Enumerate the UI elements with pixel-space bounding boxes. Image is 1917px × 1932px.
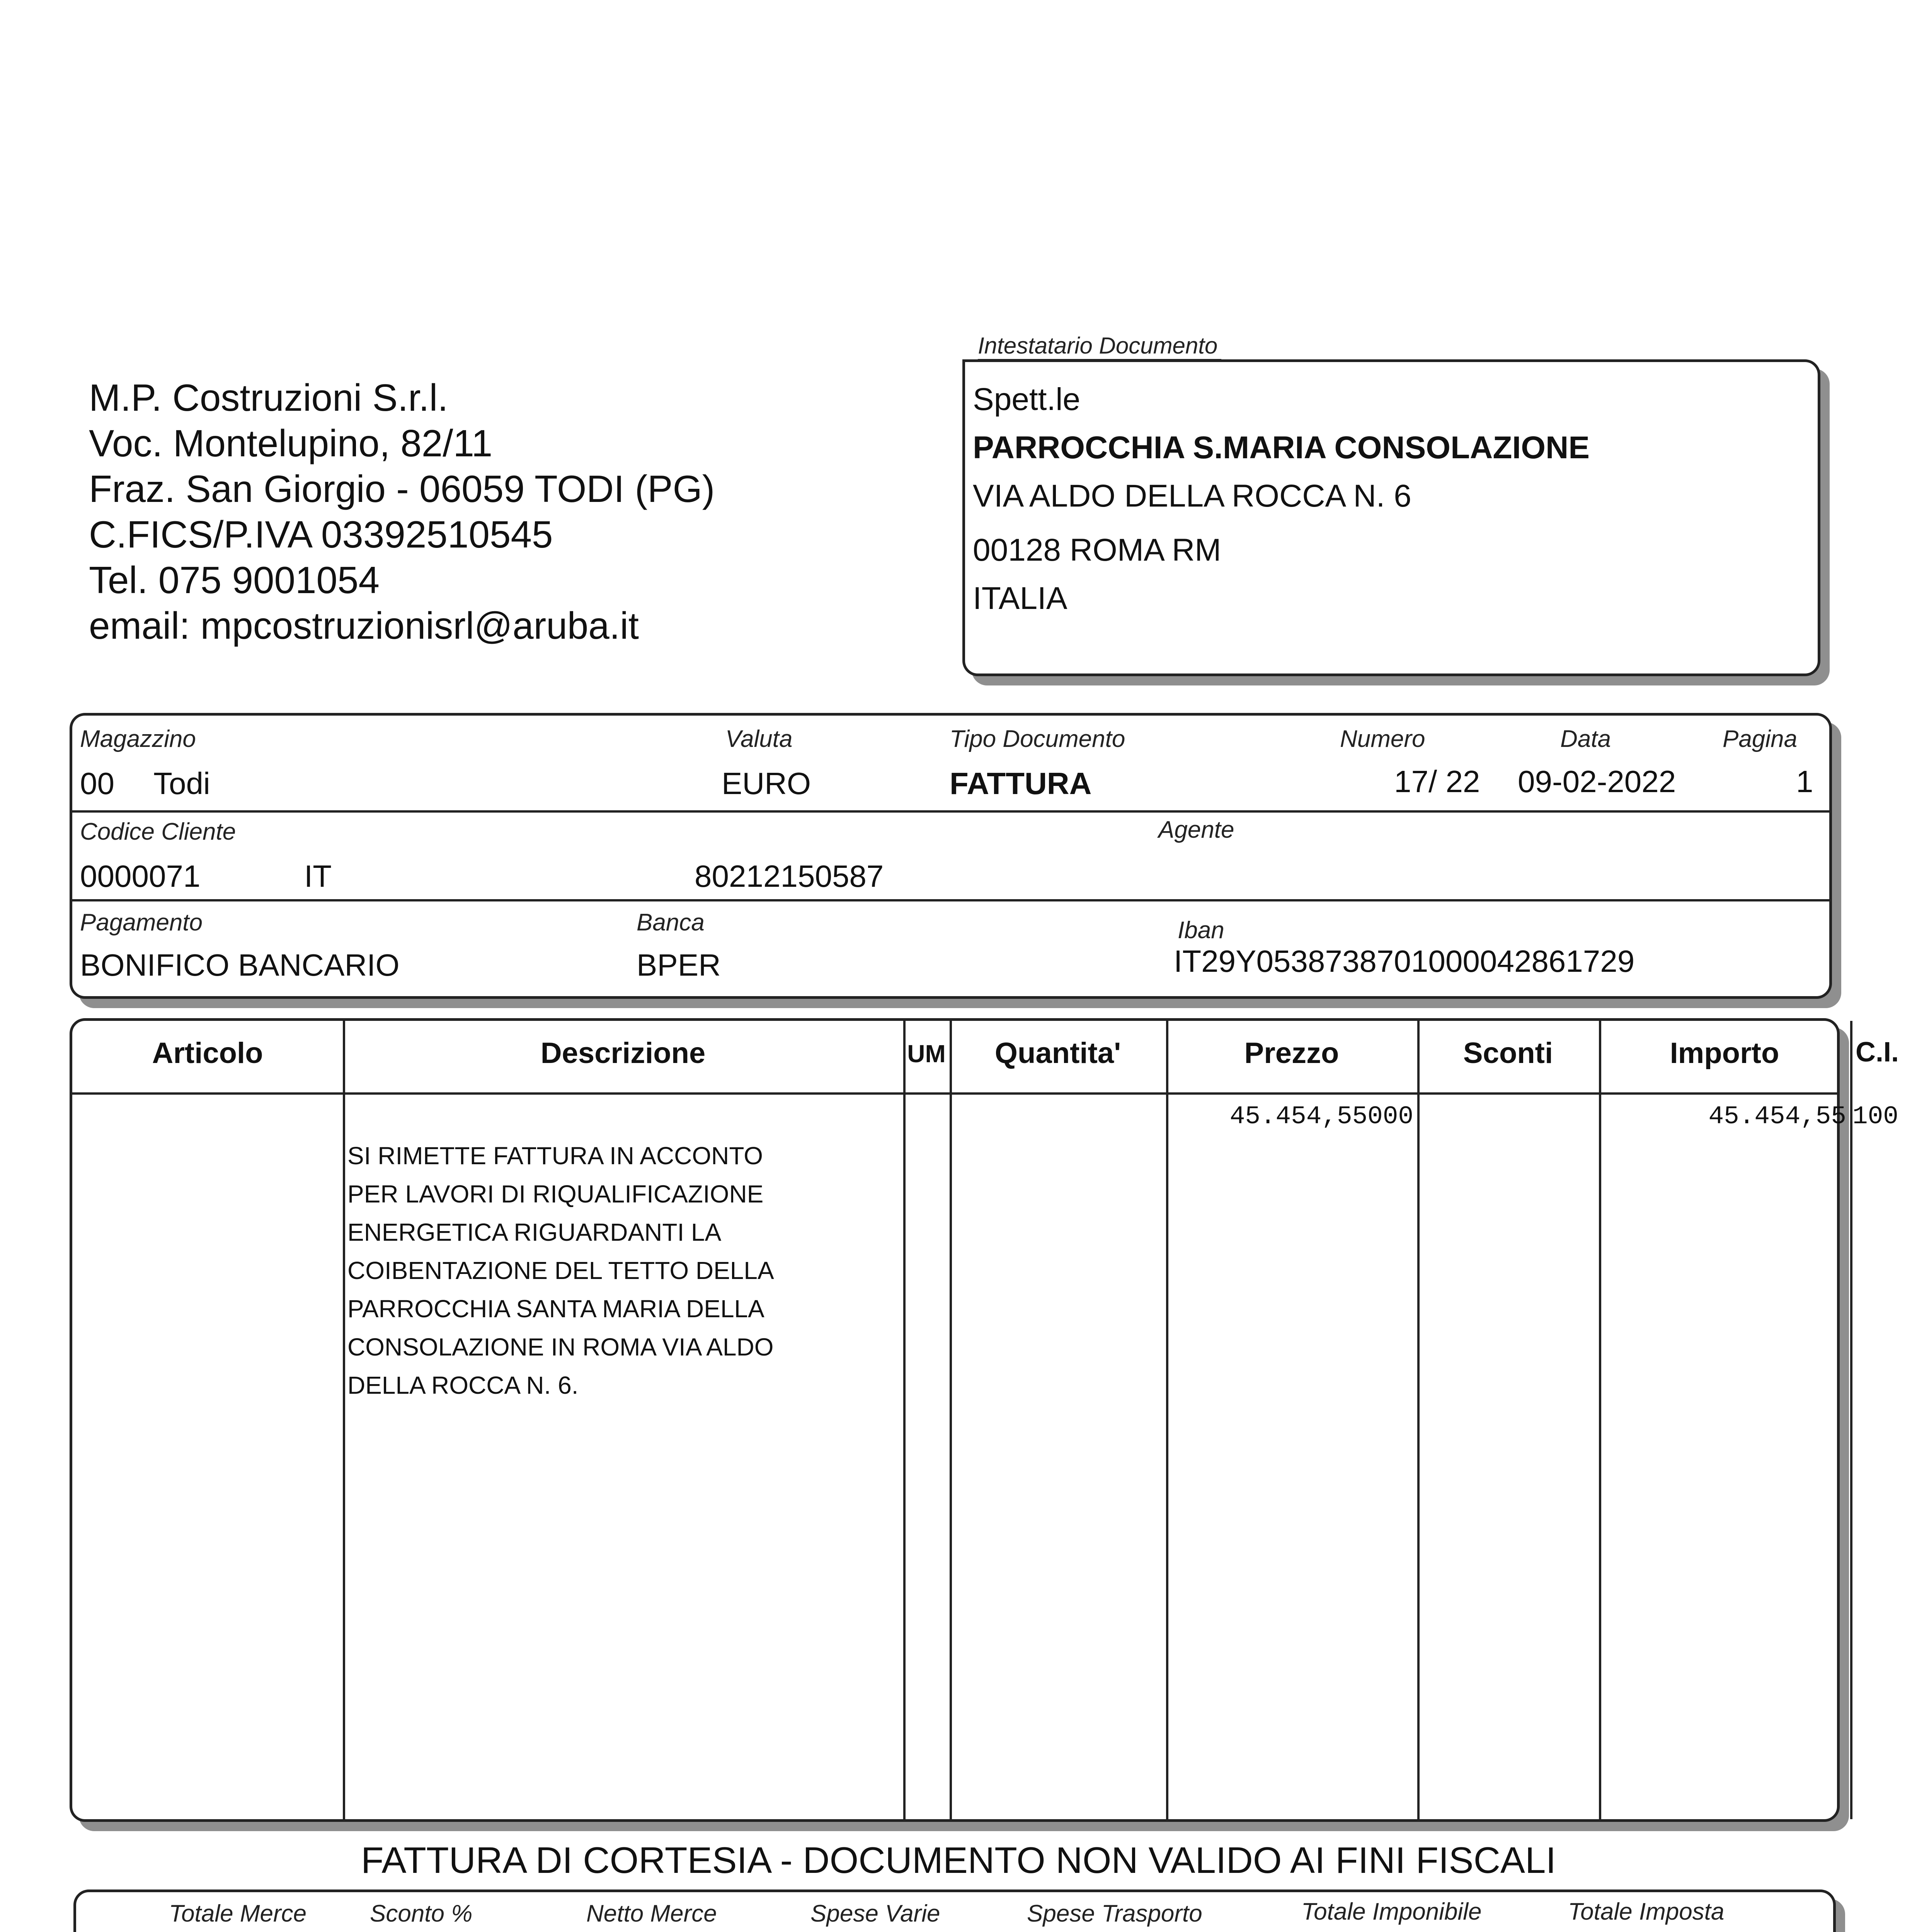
label-agente: Agente: [1158, 816, 1234, 843]
header-quantita: Quantita': [994, 1037, 1121, 1070]
descrizione-line: COIBENTAZIONE DEL TETTO DELLA: [347, 1257, 774, 1284]
row-descrizione: [347, 1137, 774, 1405]
banca-value: BPER: [637, 948, 721, 982]
header-articolo: Articolo: [152, 1037, 263, 1070]
label-data: Data: [1560, 726, 1611, 752]
label-sconto: Sconto %: [370, 1900, 473, 1927]
magazzino-name: Todi: [153, 766, 210, 801]
label-totale-imposta: Totale Imposta: [1568, 1898, 1725, 1925]
pagina-value: 1: [1796, 764, 1813, 799]
numero-value: 17/ 22: [1394, 764, 1480, 799]
sender-email: email: mpcostruzionisrl@aruba.it: [89, 604, 639, 647]
descrizione-line: SI RIMETTE FATTURA IN ACCONTO: [347, 1142, 763, 1170]
recipient-title: Intestatario Documento: [978, 332, 1221, 361]
totals-box: [73, 1889, 1836, 1932]
label-netto-merce: Netto Merce: [586, 1900, 717, 1927]
sender-phone: Tel. 075 9001054: [89, 559, 380, 601]
pagamento-value: BONIFICO BANCARIO: [80, 948, 400, 982]
label-codice-cliente: Codice Cliente: [80, 818, 236, 845]
data-value: 09-02-2022: [1518, 764, 1676, 799]
label-tipo-documento: Tipo Documento: [950, 726, 1125, 752]
valuta-value: EURO: [722, 766, 811, 801]
row-ci: 100: [1852, 1102, 1898, 1131]
sender-address: Voc. Montelupino, 82/11: [89, 422, 493, 464]
recipient-street: VIA ALDO DELLA ROCCA N. 6: [973, 478, 1411, 514]
partita-iva-value: 80212150587: [695, 859, 884, 893]
sender-company: M.P. Costruzioni S.r.l.: [89, 376, 448, 419]
iban-value: IT29Y0538738701000042861729: [1174, 944, 1635, 978]
label-totale-merce: Totale Merce: [169, 1900, 307, 1927]
header-prezzo: Prezzo: [1244, 1037, 1339, 1070]
sender-block: [89, 375, 715, 648]
label-numero: Numero: [1340, 726, 1425, 752]
items-table: [70, 1018, 1899, 1822]
sender-city: Fraz. San Giorgio - 06059 TODI (PG): [89, 468, 715, 510]
magazzino-code: 00: [80, 766, 114, 801]
document-info-box: [70, 713, 1832, 999]
header-descrizione: Descrizione: [540, 1037, 706, 1070]
recipient-city: 00128 ROMA RM: [973, 532, 1221, 568]
row-importo: 45.454,55: [1708, 1102, 1846, 1131]
label-pagina: Pagina: [1723, 726, 1798, 752]
label-iban: Iban: [1178, 917, 1224, 944]
label-spese-varie: Spese Varie: [810, 1900, 940, 1927]
label-spese-trasporto: Spese Trasporto: [1027, 1900, 1202, 1927]
courtesy-notice: FATTURA DI CORTESIA - DOCUMENTO NON VALIDO AI FINI FISCALI: [361, 1840, 1556, 1881]
header-sconti: Sconti: [1463, 1037, 1553, 1070]
recipient-name: PARROCCHIA S.MARIA CONSOLAZIONE: [973, 430, 1590, 465]
descrizione-line: PER LAVORI DI RIQUALIFICAZIONE: [347, 1180, 764, 1208]
label-valuta: Valuta: [725, 726, 793, 752]
label-totale-imponibile: Totale Imponibile: [1301, 1898, 1482, 1925]
label-pagamento: Pagamento: [80, 909, 203, 936]
header-importo: Importo: [1670, 1037, 1779, 1070]
recipient-salutation: Spett.le: [973, 382, 1081, 417]
row-prezzo: 45.454,55000: [1229, 1102, 1413, 1131]
tipo-documento-value: FATTURA: [950, 766, 1092, 801]
descrizione-line: PARROCCHIA SANTA MARIA DELLA: [347, 1295, 764, 1323]
codice-cliente-value: 0000071: [80, 859, 201, 893]
recipient-country: ITALIA: [973, 581, 1067, 616]
header-um: UM: [907, 1040, 946, 1068]
label-banca: Banca: [637, 909, 705, 936]
header-ci: C.I.: [1855, 1037, 1899, 1068]
sender-vat: C.FICS/P.IVA 03392510545: [89, 513, 553, 556]
descrizione-line: ENERGETICA RIGUARDANTI LA: [347, 1218, 722, 1246]
label-magazzino: Magazzino: [80, 726, 196, 752]
recipient-box: [962, 359, 1820, 676]
descrizione-line: DELLA ROCCA N. 6.: [347, 1371, 579, 1399]
descrizione-line: CONSOLAZIONE IN ROMA VIA ALDO: [347, 1333, 774, 1361]
country-code: IT: [304, 859, 332, 893]
